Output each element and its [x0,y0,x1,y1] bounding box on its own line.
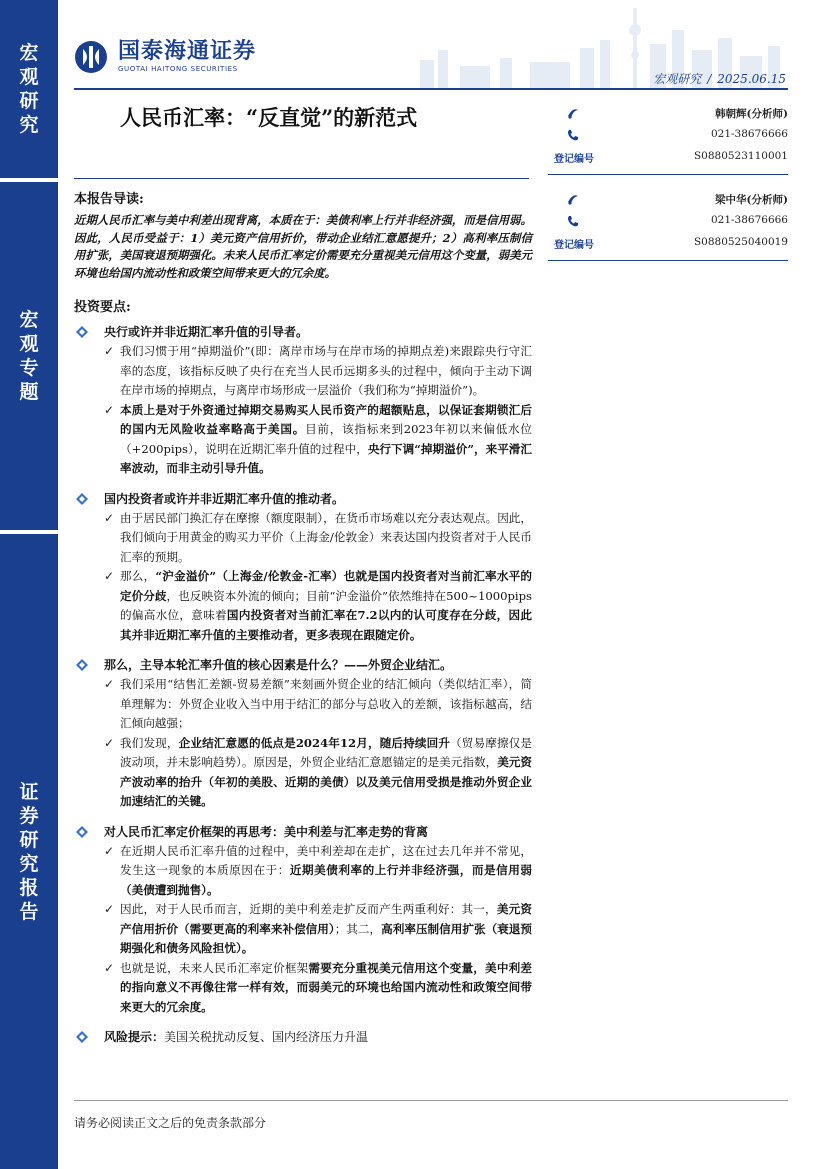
risk-label: 风险提示： [104,1030,165,1044]
body-text: 那么， [120,569,156,583]
sidebar-char: 宏 [19,309,39,331]
point-item [74,734,532,812]
sidebar-char: 券 [19,804,39,827]
sidebar-char: 观 [19,333,39,355]
point-item [74,959,532,1018]
company-name-cn: 国泰海通证券 [118,39,257,64]
analyst-phone: 021-38676666 [710,214,788,226]
report-category-date [653,70,786,87]
report-category: 宏观研究 [653,72,702,86]
section-heading-text: 对人民币汇率定价框架的再思考：美中利差与汇率走势的背离 [104,824,429,839]
diamond-bullet-icon [76,826,88,838]
point-section [74,322,532,479]
risk-warning [74,1027,532,1047]
risk-text: 美国关税扰动反复、国内经济压力升温 [164,1030,369,1044]
point-section [74,655,532,812]
checkmark-icon: ✓ [104,402,115,417]
disclaimer-footer: 请务必阅读正文之后的免责条款部分 [74,1116,267,1130]
body-text: 因此，对于人民币而言，近期的美中利差走扩反而产生两重利好：其一， [120,902,497,916]
emphasis-text: 企业结汇意愿的低点是2024年12月，随后持续回升 [178,735,451,750]
body-text: 目前，该指标来到2023年初以来偏低水位（+200pips），说明在近期汇率升值的过程中， [120,422,532,456]
emphasis-text: 需要充分重视美元信用这个变量，美中利差的指向意义不再像往常一样有效，而弱美元的环境也给国内流动性和政策空间带来更大的冗余度。 [120,960,532,1014]
footer-divider [74,1100,788,1101]
emphasis-text: 美元资产波动率的抬升（年初的美股、近期的美债）以及美元信用受损是推动外贸企业加速结汇的关键。 [120,755,532,808]
sidebar-char: 专 [19,357,39,379]
point-item [74,342,532,401]
body-text: 在近期人民币汇率升值的过程中，美中利差却在走扩，这在过去几年并不常见，发生这一现象的本质原因在于： [120,843,532,877]
registration-label: 登记编号 [554,240,594,251]
analyst-divider [548,174,788,175]
analyst-name: 梁中华(分析师) [715,194,788,206]
point-item [74,401,532,479]
company-name-en: GUOTAI HAITONG SECURITIES [118,65,238,73]
emphasis-text: 美元资产信用折价（需要更高的利率来补偿信用） [120,902,532,936]
sidebar-char: 研 [19,90,39,112]
point-item [74,900,532,959]
diamond-bullet-icon [76,493,88,505]
body-text: 我们发现， [120,735,179,750]
point-section [74,489,532,646]
analyst-name: 韩朝辉(分析师) [715,108,788,120]
sidebar-block-macro-research [0,0,58,178]
body-text: 由于居民部门换汇存在摩擦（额度限制），在货币市场难以充分表达观点。因此，我们倾向于用黄金的购买力平价（上海金/伦敦金）来表达国内投资者对于人民币汇率的预期。 [120,510,532,564]
point-section [74,822,532,1018]
company-logo [74,40,256,74]
investment-points-heading: 投资要点: [74,300,131,315]
sidebar-char: 题 [19,381,39,403]
section-heading [74,489,532,509]
sidebar-char: 告 [19,900,39,923]
investment-points [74,322,532,1017]
diamond-bullet-icon [76,659,88,671]
checkmark-icon: ✓ [104,569,115,583]
analyst-card [548,104,788,170]
point-item [74,675,532,734]
company-logo-icon [74,40,108,74]
sidebar-char: 研 [19,828,39,851]
header-separator: / [707,72,712,86]
sidebar-block-macro-special [0,182,58,530]
report-date: 2025.06.15 [717,72,786,86]
checkmark-icon: ✓ [104,843,115,858]
emphasis-text: 本质上是对于外资通过掉期交易购买人民币资产的超额贴息，以保证套期锁汇后的国内无风险收益率略高于美国。 [120,402,532,436]
body-text: ，也反映资本外流的倾向；目前“沪金溢价”依然维持在500~1000pips的偏高水位，意味着 [120,588,532,622]
email-icon[interactable] [566,192,580,206]
body-text: 我们习惯于用“掉期溢价”(即：离岸市场与在岸市场的掉期点差)来跟踪央行守汇率的态度，该指标反映了央行在充当人民币远期多头的过程中，倾向于主动下调在岸市场的掉期点，与离岸市场形成一层溢价（我们称为“掉期溢价”)。 [120,344,532,397]
sidebar-char: 观 [19,66,39,88]
checkmark-icon: ✓ [104,735,115,750]
checkmark-icon: ✓ [104,344,115,358]
checkmark-icon: ✓ [104,677,115,691]
section-heading-text: 那么，主导本轮汇率升值的核心因素是什么？——外贸企业结汇。 [104,658,453,672]
section-heading-text: 国内投资者或许并非近期汇率升值的推动者。 [104,491,345,506]
section-heading [74,655,532,675]
phone-icon [566,214,580,228]
emphasis-text: “沪金溢价”（上海金/伦敦金-汇率）也就是国内投资者对当前汇率水平的定价分歧 [120,569,532,603]
body-text: ；其二， [334,921,382,936]
guide-heading: 本报告导读: [74,192,144,207]
registration-number: S0880525040019 [693,236,788,248]
phone-icon [566,128,580,142]
body-text: 我们采用“结售汇差额-贸易差额”来刻画外贸企业的结汇倾向（类似结汇率），简单理解为：外贸企业收入当中用于结汇的部分与总收入的差额，该指标越高，结汇倾向越强； [120,677,532,730]
analyst-phone: 021-38676666 [710,128,788,140]
left-sidebar [0,0,58,1169]
emphasis-text: 近期美债利率的上行并非经济强，而是信用弱（美债遭到抛售）。 [120,863,532,897]
point-item [74,842,532,901]
section-heading [74,322,532,342]
analyst-card [548,190,788,256]
analyst-divider [548,260,788,261]
registration-number: S0880523110001 [693,150,788,162]
checkmark-icon: ✓ [104,510,115,525]
sidebar-char: 证 [19,780,39,803]
title-divider [74,178,529,179]
point-item [74,509,532,568]
checkmark-icon: ✓ [104,902,115,916]
sidebar-char: 究 [19,114,39,136]
report-title: 人民币汇率：“反直觉”的新范式 [120,105,418,130]
email-icon[interactable] [566,106,580,120]
sidebar-char: 宏 [19,42,39,64]
registration-label: 登记编号 [554,154,594,165]
report-body [74,190,532,1047]
emphasis-text: 国内投资者对当前汇率在7.2以内的认可度存在分歧，因此其并非近期汇率升值的主要推动者，更多表现在跟随定价。 [120,608,532,642]
header-divider [74,88,788,90]
guide-text: 近期人民币汇率与美中利差出现背离，本质在于：美债利率上行并非经济强，而是信用弱。因此，人民币受益于：1）美元资产信用折价，带动企业结汇意愿提升；2）高利率压制信用扩张，美国衰退预期强化。未来人民币汇率定价需要充分重视美元信用这个变量，弱美元环境也给国内流动性和政策空间带来更大的冗余度。 [74,213,532,280]
body-text: （贸易摩擦仅是波动项，并未影响趋势）。原因是，外贸企业结汇意愿锚定的是美元指数， [120,735,532,769]
sidebar-block-securities-report [0,534,58,1169]
square-bullet-icon [76,1031,88,1043]
sidebar-char: 报 [19,876,39,899]
emphasis-text: 高利率压制信用扩张（衰退预期强化和债务风险担忧）。 [120,921,532,955]
section-heading-text: 央行或许并非近期汇率升值的引导者。 [104,325,309,339]
point-item [74,567,532,645]
diamond-bullet-icon [76,326,88,338]
sidebar-char: 究 [19,852,39,875]
checkmark-icon: ✓ [104,960,115,975]
body-text: 也就是说，未来人民币汇率定价框架 [120,960,309,975]
emphasis-text: 央行下调“掉期溢价”，来平滑汇率波动，而非主动引导升值。 [120,441,532,475]
section-heading [74,822,532,842]
